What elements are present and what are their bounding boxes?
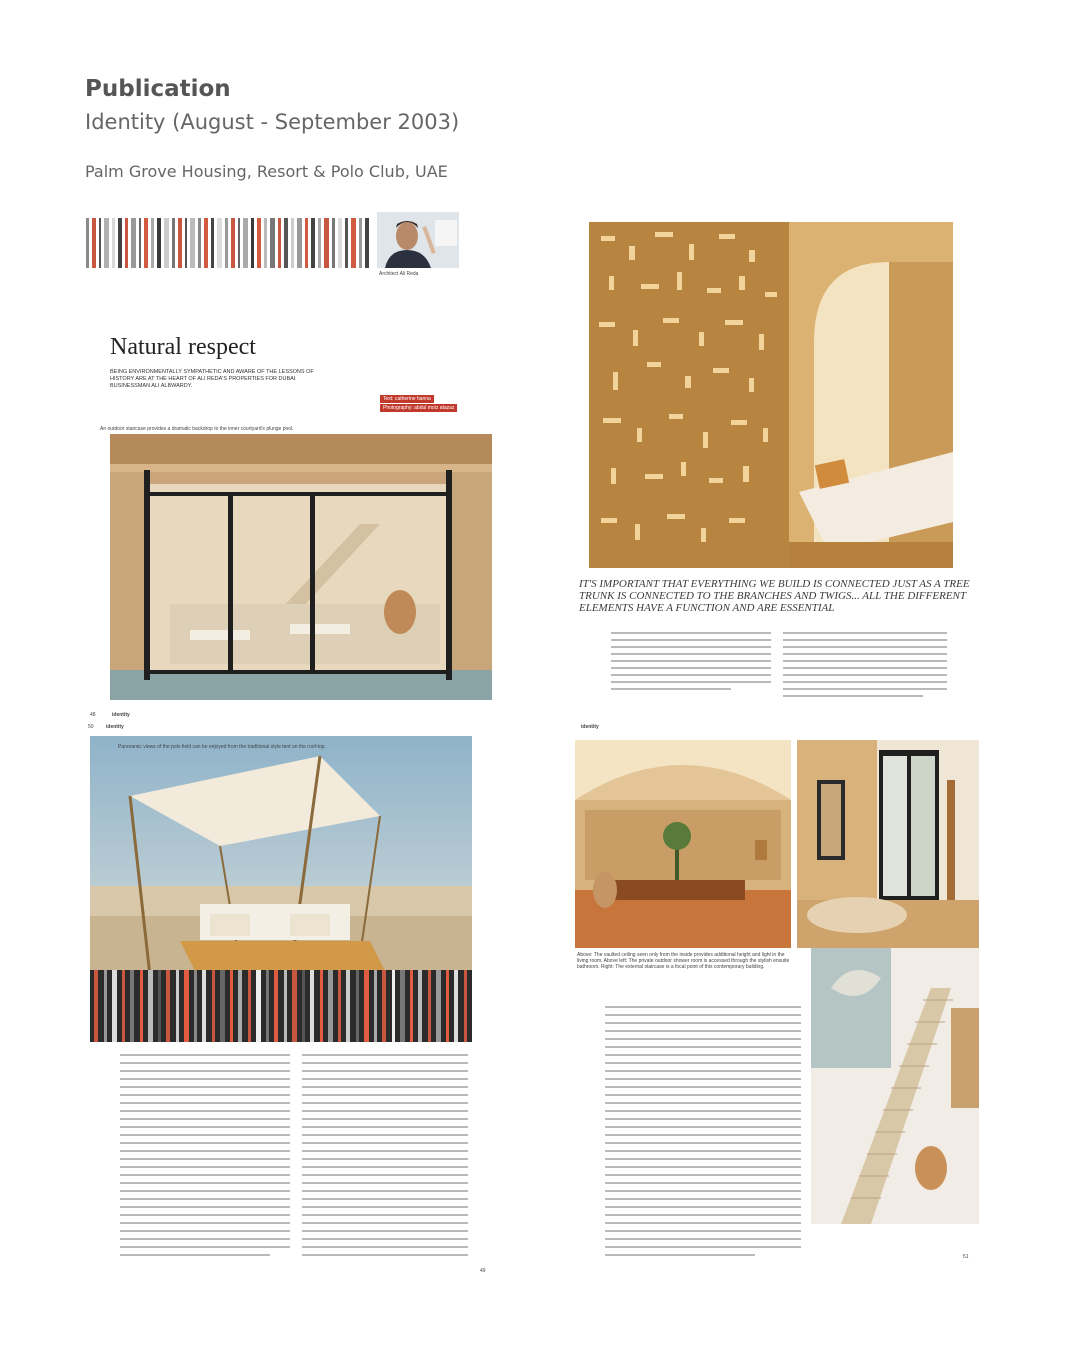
living-room-photo: [575, 740, 791, 948]
photo-credit: Photography: abdul moiz atazaz: [380, 404, 457, 412]
screen-wall-photo: [589, 222, 953, 568]
magazine-page-48: [84, 212, 494, 720]
magazine-page-51: [575, 724, 979, 1280]
folio-number-page-50: 50: [88, 724, 94, 730]
rooftop-tent-photo: [90, 736, 472, 996]
stripe-band-top-left: [86, 218, 374, 278]
courtyard-pool-photo: [110, 434, 492, 700]
magazine-page-49: [575, 212, 979, 720]
publication-subtitle: Identity (August - September 2003): [85, 110, 460, 134]
bathroom-illustration: [797, 740, 979, 948]
folio-brand-page-51: identity: [581, 724, 599, 730]
stripe-band-bottom-left: [90, 970, 472, 1042]
architect-portrait: [377, 212, 459, 268]
lattice-interior-illustration: [589, 222, 953, 568]
folio-number-left: 48: [90, 712, 96, 718]
bathroom-photo: [797, 740, 979, 948]
external-staircase-photo: [811, 948, 979, 1224]
tent-photo-caption: Panoramic views of the polo field can be enjoyed from the traditional style tent on the roof-top.: [118, 744, 326, 750]
page-title: Publication: [85, 76, 231, 102]
portrait-figure-icon: [377, 212, 459, 268]
pull-quote: IT'S IMPORTANT THAT EVERYTHING WE BUILD IS CONNECTED JUST AS A TREE TRUNK IS CONNECTED TO THE BRANCHES AND TWIGS... ALL THE DIFFERENT ELEMENTS HAVE A FUNCTION AND ARE ESSENTIAL: [575, 576, 979, 616]
portrait-caption: Architect Ali Reda: [379, 271, 419, 277]
folio-brand-page-50: identity: [106, 724, 124, 730]
vaulted-living-room-illustration: [575, 740, 791, 948]
courtyard-illustration: [110, 434, 492, 700]
right-page-caption: Above: The vaulted ceiling seen only from the inside provides additional height and light in the living room. Above left: The private outdoor shower room is accessed through the stylish ensuite bathroom. Right: The external staircase is a focal point of this contemporary building.: [577, 952, 790, 970]
magazine-page-50: [84, 724, 494, 1280]
courtyard-photo-caption: An outdoor staircase provides a dramatic backdrop to the inner courtyard's plunge pool.: [100, 426, 294, 432]
folio-brand-left: identity: [112, 712, 130, 718]
article-deck: BEING ENVIRONMENTALLY SYMPATHETIC AND AWARE OF THE LESSONS OF HISTORY ARE AT THE HEART OF ALI REDA'S PROPERTIES FOR DUBAI BUSINESSMAN ALI ALBWARDY.: [110, 369, 314, 389]
article-headline: Natural respect: [110, 334, 256, 360]
writer-credit: Text: catherine hanna: [380, 395, 434, 403]
project-name: Palm Grove Housing, Resort & Polo Club, UAE: [85, 162, 448, 181]
folio-number-page-51: 51: [963, 1254, 969, 1260]
folio-number-page-49: 49: [480, 1268, 486, 1274]
tent-illustration: [90, 736, 472, 996]
staircase-illustration: [811, 948, 979, 1224]
